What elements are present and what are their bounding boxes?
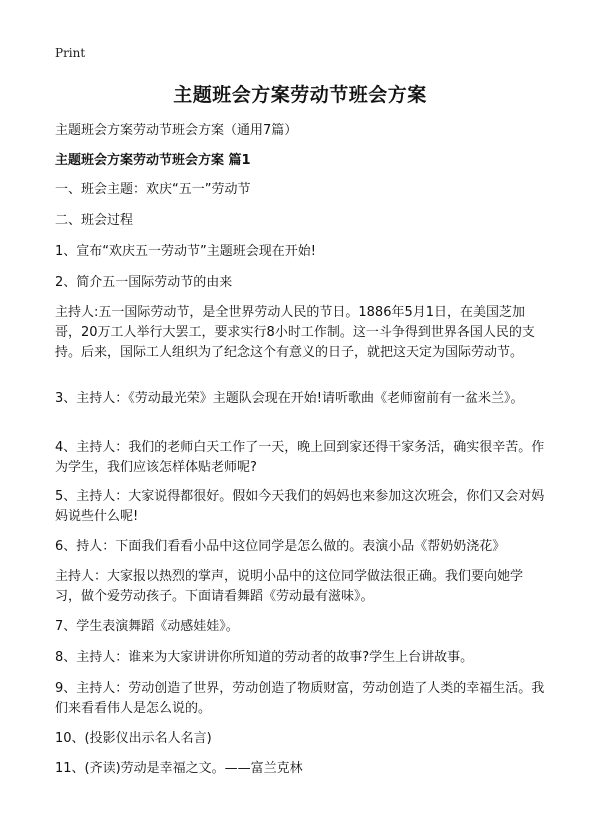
paragraph-step-9: 9、主持人：劳动创造了世界，劳动创造了物质财富，劳动创造了人类的幸福生活。我们来看看伟人是怎么说的。 (55, 681, 545, 716)
paragraph-theme: 一、班会主题：欢庆“五一”劳动节 (55, 182, 251, 197)
paragraph-step-8: 8、主持人：谁来为大家讲讲你所知道的劳动者的故事?学生上台讲故事。 (55, 650, 474, 665)
paragraph-step-1: 1、宣布“欢庆五一劳动节”主题班会现在开始! (55, 244, 316, 259)
print-label: Print (55, 46, 86, 60)
paragraph-step-6: 6、持人：下面我们看看小品中这位同学是怎么做的。表演小品《帮奶奶浇花》 (55, 539, 506, 554)
paragraph-step-11: 11、(齐读)劳动是幸福之文。——富兰克林 (55, 761, 303, 776)
doc-subtitle: 主题班会方案劳动节班会方案（通用7篇） (55, 123, 298, 138)
paragraph-host-comment: 主持人：大家报以热烈的掌声，说明小品中的这位同学做法很正确。我们要向她学习，做个爱劳动孩子。下面请看舞蹈《劳动最有滋味》。 (55, 569, 524, 604)
paragraph-step-7: 7、学生表演舞蹈《动感娃娃》。 (55, 619, 239, 634)
paragraph-origin: 主持人:五一国际劳动节，是全世界劳动人民的节日。1886年5月1日，在美国芝加哥，20万工人举行大罢工，要求实行8小时工作制。这一斗争得到世界各国人民的支持。后来，国际工人组织为了纪念这个有意义的日子，就把这天定为国际劳动节。 (55, 305, 535, 360)
paragraph-step-4: 4、主持人：我们的老师白天工作了一天，晚上回到家还得干家务活，确实很辛苦。作为学生，我们应该怎样体贴老师呢? (55, 440, 545, 475)
paragraph-process-heading: 二、班会过程 (55, 213, 134, 228)
page-title: 主题班会方案劳动节班会方案 (173, 84, 427, 106)
paragraph-step-2: 2、简介五一国际劳动节的由来 (55, 275, 233, 290)
paragraph-step-5: 5、主持人：大家说得都很好。假如今天我们的妈妈也来参加这次班会，你们又会对妈妈说些什么呢! (55, 489, 545, 524)
section-heading: 主题班会方案劳动节班会方案 篇1 (55, 153, 251, 168)
paragraph-step-3: 3、主持人：《劳动最光荣》主题队会现在开始!请听歌曲《老师窗前有一盆米兰》。 (55, 391, 524, 406)
paragraph-step-10: 10、(投影仪出示名人名言) (55, 731, 212, 746)
